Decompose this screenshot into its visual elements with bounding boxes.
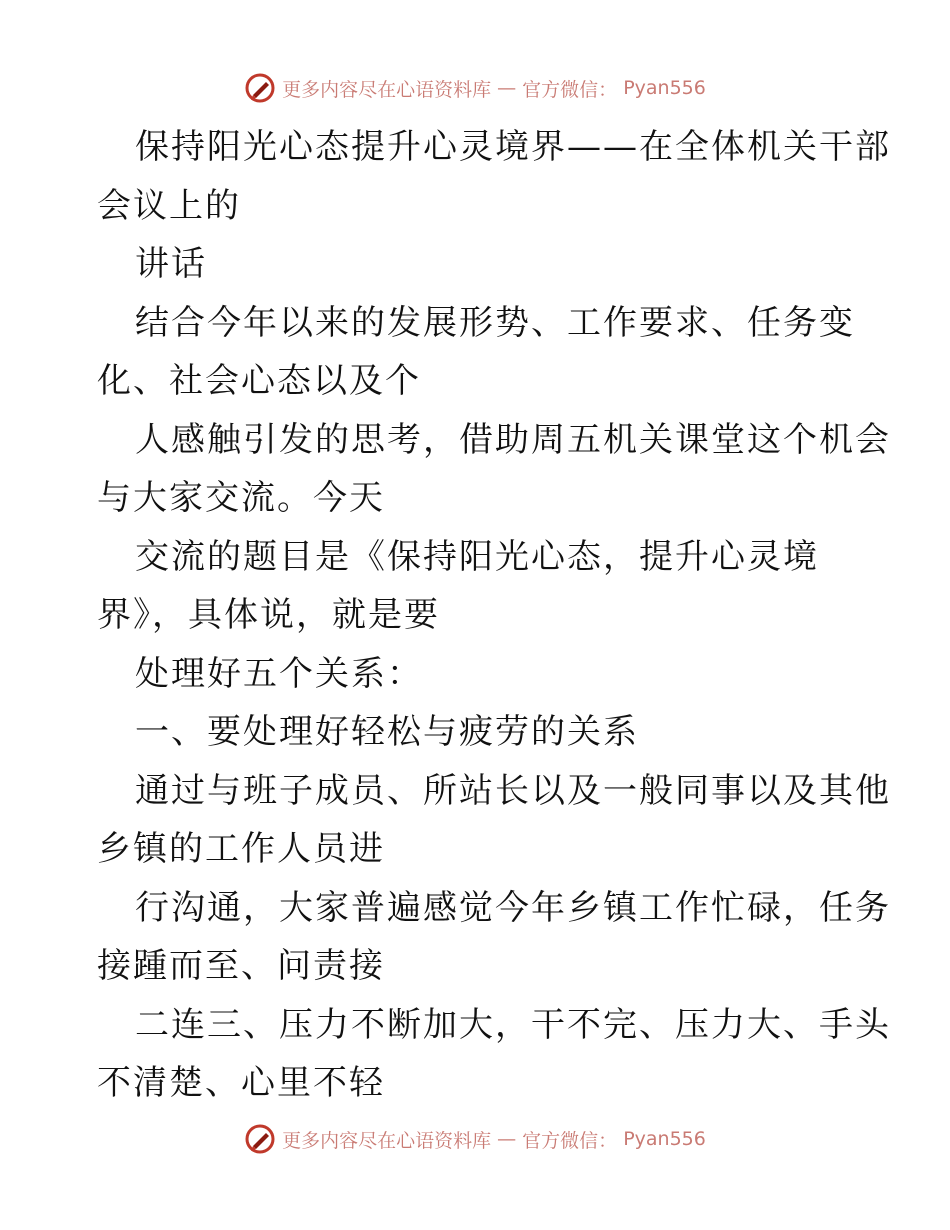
text-line: 交流的题目是《保持阳光心态，提升心灵境 — [135, 536, 819, 577]
text-line: 界》，具体说，就是要 — [97, 595, 440, 635]
section-heading: 一、要处理好轻松与疲劳的关系 — [135, 712, 639, 752]
text-line: 接踵而至、问责接 — [97, 946, 385, 986]
text-line: 化、社会心态以及个 — [97, 361, 421, 401]
header-watermark — [0, 72, 950, 104]
text-line: 人感触引发的思考，借助周五机关课堂这个机会 — [135, 419, 891, 460]
pen-logo-icon — [244, 72, 276, 104]
watermark-contact-label: 官方微信： — [522, 1129, 618, 1152]
watermark-contact-id: Pyan556 — [623, 77, 706, 99]
text-line: 结合今年以来的发展形势、工作要求、任务变 — [135, 302, 855, 343]
text-line: 保持阳光心态提升心灵境界——在全体机关干部 — [135, 127, 891, 167]
text-line: 行沟通，大家普遍感觉今年乡镇工作忙碌，任务 — [135, 887, 891, 928]
watermark-text: 更多内容尽在心语资料库 — [282, 78, 492, 101]
text-line: 不清楚、心里不轻 — [97, 1063, 385, 1103]
text-line: 讲话 — [135, 244, 207, 284]
watermark-text: 更多内容尽在心语资料库 — [282, 1129, 492, 1152]
text-line: 会议上的 — [97, 185, 241, 226]
text-line: 处理好五个关系： — [135, 653, 423, 694]
text-line: 与大家交流。今天 — [97, 478, 385, 518]
document-body — [97, 118, 891, 1113]
pen-logo-icon — [244, 1123, 276, 1155]
watermark-separator: — — [497, 1128, 517, 1150]
watermark-contact-id: Pyan556 — [623, 1128, 706, 1150]
watermark-contact-label: 官方微信： — [522, 78, 618, 101]
text-line: 乡镇的工作人员进 — [97, 829, 385, 869]
text-line: 通过与班子成员、所站长以及一般同事以及其他 — [135, 770, 891, 811]
watermark-separator: — — [497, 77, 517, 99]
text-line: 二连三、压力不断加大，干不完、压力大、手头 — [135, 1004, 891, 1045]
footer-watermark — [0, 1123, 950, 1155]
